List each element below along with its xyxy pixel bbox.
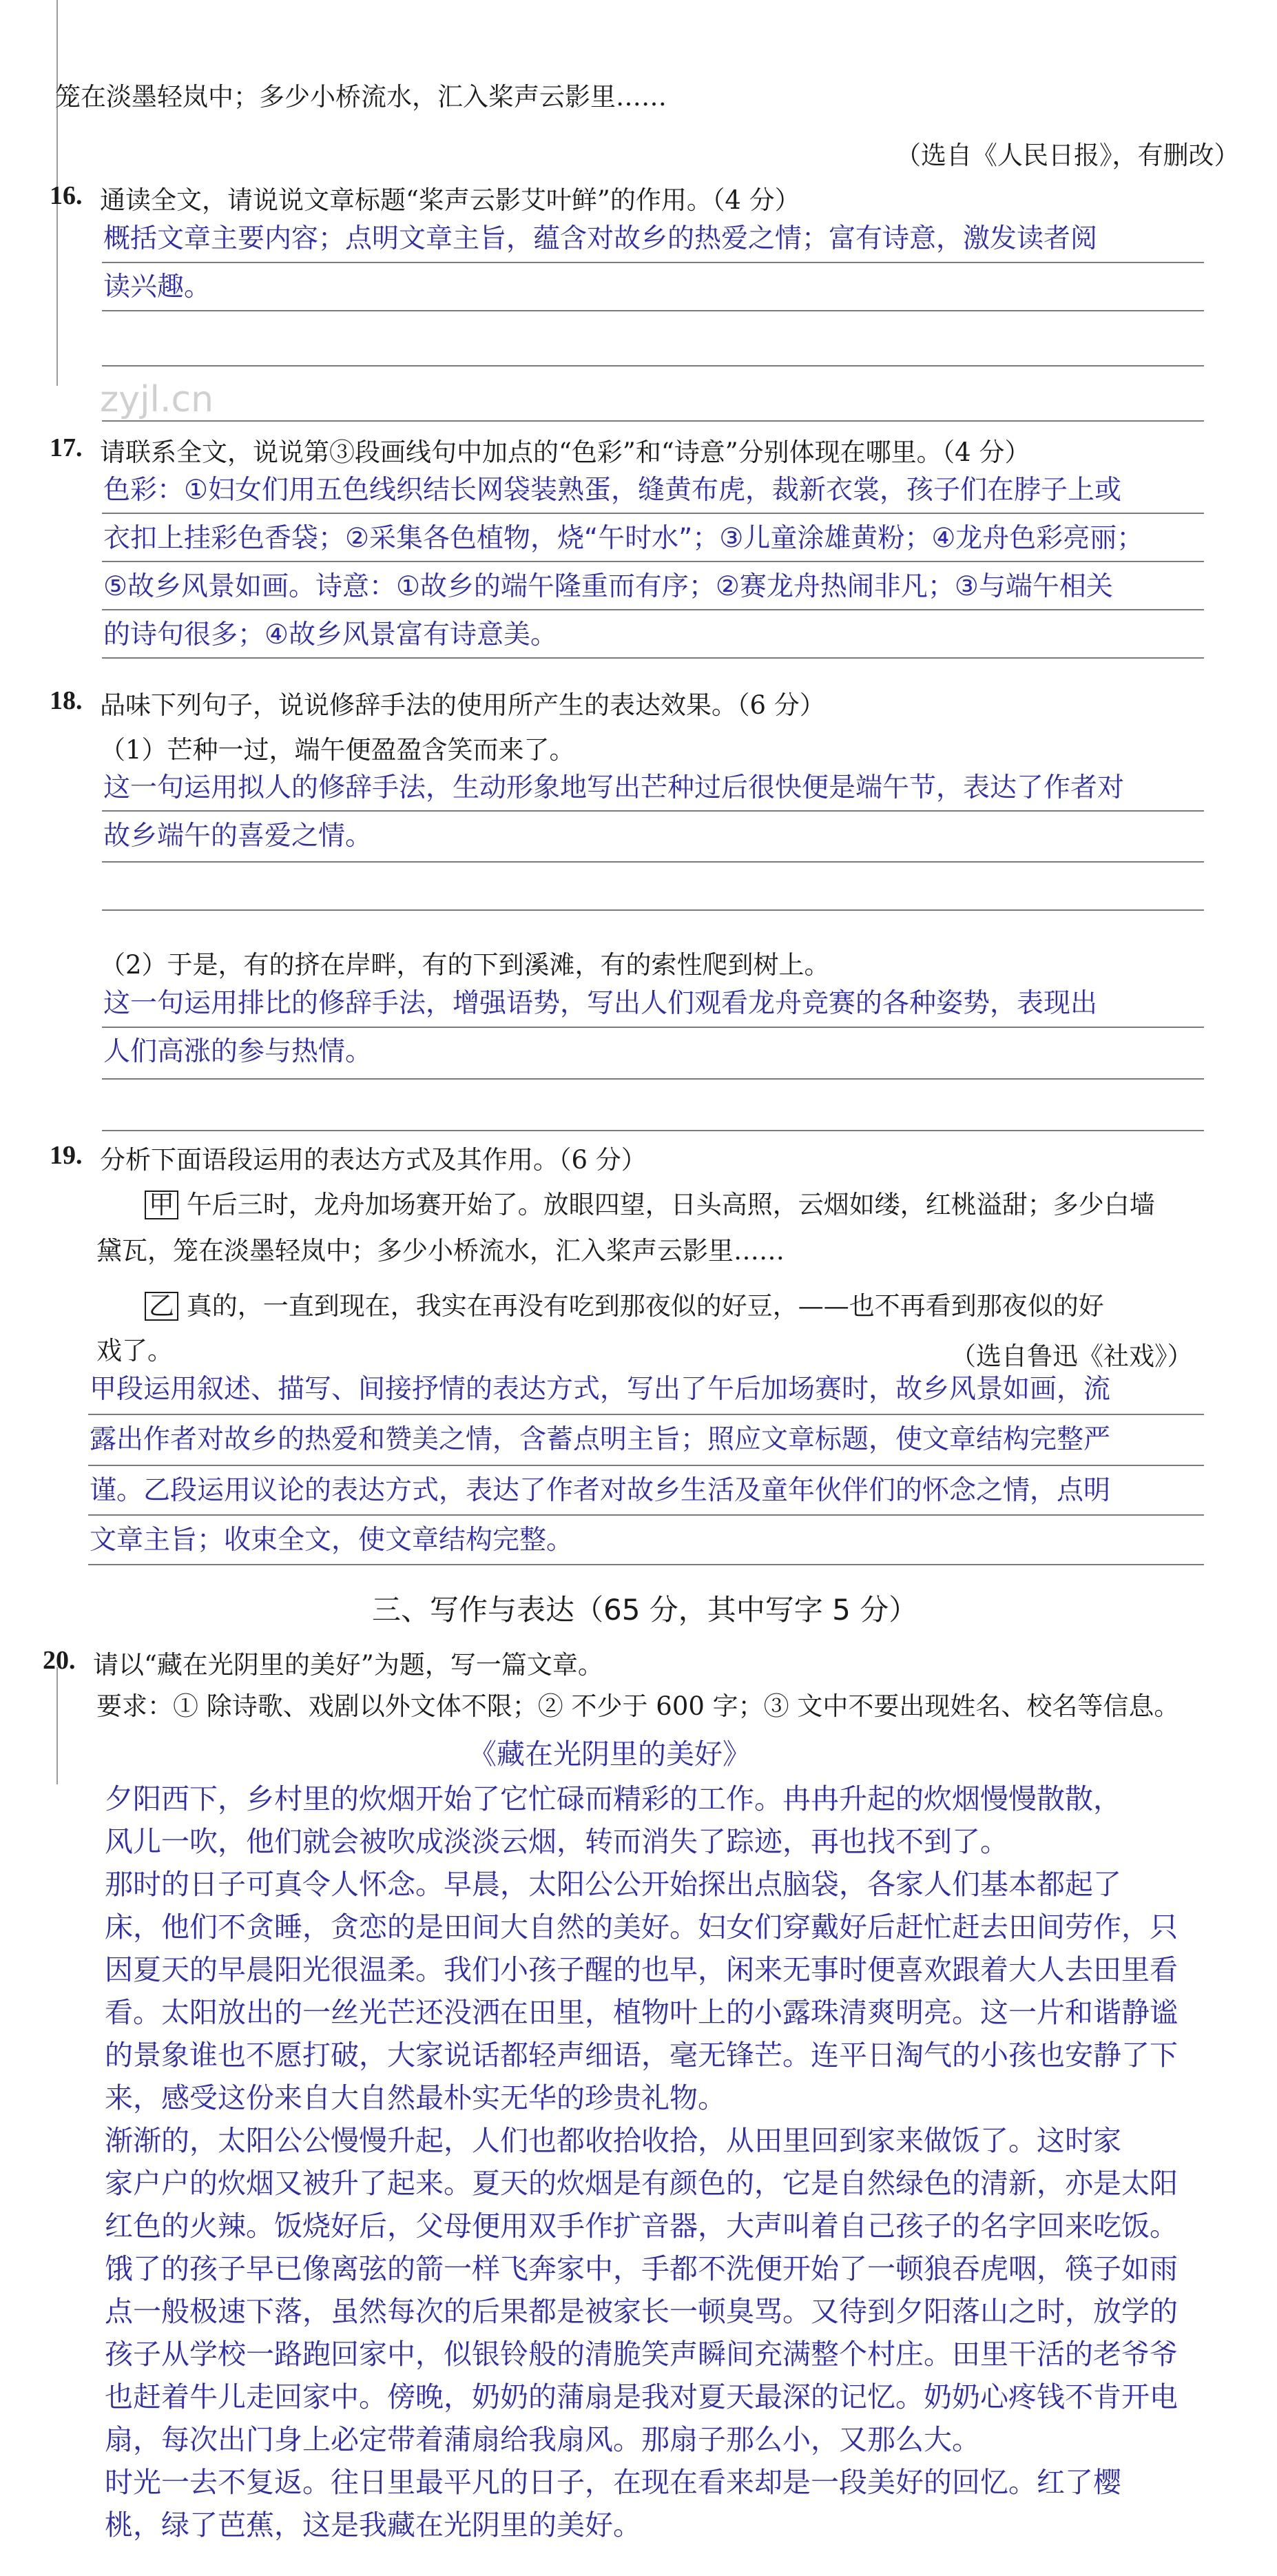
essay-line: 家户户的炊烟又被升了起来。夏天的炊烟是有颜色的，它是自然绿色的清新，亦是太阳 (105, 2167, 1178, 2200)
q19-source: （选自鲁迅《社戏》） (951, 1341, 1193, 1371)
q18-sub2: （2）于是，有的挤在岸畔，有的下到溪滩，有的索性爬到树上。 (100, 950, 830, 980)
q17-answer-line-2: 衣扣上挂彩色香袋；②采集各色植物，烧“午时水”；③儿童涂雄黄粉；④龙舟色彩亮丽； (103, 523, 1144, 554)
essay-line: 红色的火辣。饭烧好后，父母便用双手作扩音器，大声叫着自己孩子的名字回来吃饭。 (105, 2209, 1178, 2243)
essay-line: 风儿一吹，他们就会被吹成淡淡云烟，转而消失了踪迹，再也找不到了。 (105, 1825, 1008, 1858)
answer-rule (88, 1414, 1204, 1415)
essay-line: 饿了的孩子早已像离弦的箭一样飞奔家中，手都不洗便开始了一顿狼吞虎咽，筷子如雨 (105, 2252, 1178, 2285)
answer-rule (102, 420, 1204, 422)
watermark: zyjl.cn (100, 379, 214, 420)
answer-rule (102, 1027, 1204, 1028)
essay-line: 扇，每次出门身上必定带着蒲扇给我扇风。那扇子那么小，又那么大。 (105, 2423, 980, 2456)
essay-title: 《藏在光阴里的美好》 (468, 1738, 751, 1771)
q18-number: 18. (50, 686, 83, 715)
q16-answer-line-1: 概括文章主要内容；点明文章主旨，蕴含对故乡的热爱之情；富有诗意，激发读者阅 (103, 223, 1098, 254)
yi-text-1: 真的，一直到现在，我实在再没有吃到那夜似的好豆，——也不再看到那夜似的好 (186, 1291, 1104, 1321)
answer-rule (88, 1514, 1204, 1516)
q16-text: 通读全文，请说说文章标题“桨声云影艾叶鲜”的作用。（4 分） (100, 185, 800, 215)
q18-answer2-line-1: 这一句运用排比的修辞手法，增强语势，写出人们观看龙舟竞赛的各种姿势，表现出 (103, 988, 1098, 1019)
q20-text: 请以“藏在光阴里的美好”为题，写一篇文章。 (93, 1650, 603, 1680)
essay-line: 桃，绿了芭蕉，这是我藏在光阴里的美好。 (105, 2508, 641, 2542)
q19-jia-line-1 (145, 1184, 1155, 1221)
carryover-line: 笼在淡墨轻岚中；多少小桥流水，汇入桨声云影里…… (55, 82, 667, 112)
essay-line: 点一般极速下落，虽然每次的后果都是被家长一顿臭骂。又待到夕阳落山之时，放学的 (105, 2295, 1178, 2328)
essay-line: 夕阳西下，乡村里的炊烟开始了它忙碌而精彩的工作。冉冉升起的炊烟慢慢散散， (105, 1782, 1121, 1815)
q18-answer1-line-1: 这一句运用拟人的修辞手法，生动形象地写出芒种过后很快便是端午节，表达了作者对 (103, 772, 1125, 803)
q18-answer1-line-2: 故乡端午的喜爱之情。 (103, 821, 373, 852)
essay-line: 来，感受这份来自大自然最朴实无华的珍贵礼物。 (105, 2081, 726, 2114)
essay-line: 也赶着牛儿走回家中。傍晚，奶奶的蒲扇是我对夏天最深的记忆。奶奶心疼钱不肯开电 (105, 2380, 1178, 2413)
answer-rule (102, 365, 1204, 367)
q19-answer-line-1: 甲段运用叙述、描写、间接抒情的表达方式，写出了午后加场赛时，故乡风景如画，流 (90, 1374, 1111, 1405)
essay-line: 孩子从学校一路跑回家中，似银铃般的清脆笑声瞬间充满整个村庄。田里干活的老爷爷 (105, 2338, 1178, 2371)
left-margin-bar-bottom (56, 1667, 58, 1784)
essay-line: 渐渐的，太阳公公慢慢升起，人们也都收拾收拾，从田里回到家来做饭了。这时家 (105, 2124, 1121, 2157)
q18-sub1: （1）芒种一过，端午便盈盈含笑而来了。 (100, 735, 575, 765)
jia-label: 甲 (145, 1191, 178, 1219)
answer-rule (102, 657, 1204, 659)
essay-line: 那时的日子可真令人怀念。早晨，太阳公公开始探出点脑袋，各家人们基本都起了 (105, 1868, 1121, 1901)
q19-text: 分析下面语段运用的表达方式及其作用。（6 分） (100, 1145, 647, 1175)
source-citation: （选自《人民日报》，有删改） (895, 141, 1240, 170)
q17-number: 17. (50, 433, 83, 462)
section-3-heading: 三、写作与表达（65 分，其中写字 5 分） (372, 1593, 918, 1627)
answer-rule (102, 609, 1204, 610)
q18-text: 品味下列句子，说说修辞手法的使用所产生的表达效果。（6 分） (100, 690, 825, 720)
q19-answer-line-3: 谨。乙段运用议论的表达方式，表达了作者对故乡生活及童年伙伴们的怀念之情，点明 (90, 1475, 1111, 1506)
answer-rule (102, 262, 1204, 263)
q16-number: 16. (50, 181, 83, 210)
essay-line: 看。太阳放出的一丝光芒还没洒在田里，植物叶上的小露珠清爽明亮。这一片和谐静谧 (105, 1996, 1178, 2029)
answer-rule (102, 1078, 1204, 1080)
q19-number: 19. (50, 1141, 83, 1170)
answer-rule (88, 1465, 1204, 1466)
jia-text-1: 午后三时，龙舟加场赛开始了。放眼四望，日头高照，云烟如缕，红桃溢甜；多少白墙 (186, 1190, 1155, 1219)
q19-answer-line-2: 露出作者对故乡的热爱和赞美之情，含蓄点明主旨；照应文章标题，使文章结构完整严 (90, 1424, 1111, 1455)
answer-rule (102, 810, 1204, 812)
q16-answer-line-2: 读兴趣。 (103, 271, 211, 302)
answer-rule (102, 561, 1204, 562)
q19-answer-line-4: 文章主旨；收束全文，使文章结构完整。 (90, 1525, 574, 1556)
essay-line: 因夏天的早晨阳光很温柔。我们小孩子醒的也早，闲来无事时便喜欢跟着大人去田里看 (105, 1953, 1178, 1986)
essay-line: 床，他们不贪睡，贪恋的是田间大自然的美好。妇女们穿戴好后赶忙赶去田间劳作，只 (105, 1910, 1178, 1944)
q19-yi-line-2: 戏了。 (96, 1336, 173, 1366)
answer-rule (102, 861, 1204, 863)
essay-line: 的景象谁也不愿打破，大家说话都轻声细语，毫无锋芒。连平日淘气的小孩也安静了下 (105, 2039, 1178, 2072)
answer-rule (102, 909, 1204, 911)
q19-yi-line-1 (145, 1285, 1104, 1322)
q17-answer-line-4: 的诗句很多；④故乡风景富有诗意美。 (103, 619, 557, 650)
q20-requirements: 要求：① 除诗歌、戏剧以外文体不限；② 不少于 600 字；③ 文中不要出现姓名、校名等信息。 (96, 1691, 1180, 1721)
q20-number: 20. (43, 1646, 76, 1675)
yi-label: 乙 (145, 1292, 178, 1321)
essay-line: 时光一去不复返。往日里最平凡的日子，在现在看来却是一段美好的回忆。红了樱 (105, 2466, 1121, 2499)
answer-rule (102, 310, 1204, 311)
q18-answer2-line-2: 人们高涨的参与热情。 (103, 1036, 373, 1067)
answer-rule (102, 1130, 1204, 1131)
q19-jia-line-2: 黛瓦，笼在淡墨轻岚中；多少小桥流水，汇入桨声云影里…… (96, 1236, 785, 1266)
q17-text: 请联系全文，说说第③段画线句中加点的“色彩”和“诗意”分别体现在哪里。（4 分） (100, 437, 1030, 467)
q17-answer-line-3: ⑤故乡风景如画。诗意：①故乡的端午隆重而有序；②赛龙舟热闹非凡；③与端午相关 (103, 571, 1113, 602)
q17-answer-line-1: 色彩：①妇女们用五色线织结长网袋装熟蛋，缝黄布虎，裁新衣裳，孩子们在脖子上或 (103, 475, 1121, 506)
answer-rule (88, 1564, 1204, 1565)
answer-rule (102, 513, 1204, 514)
